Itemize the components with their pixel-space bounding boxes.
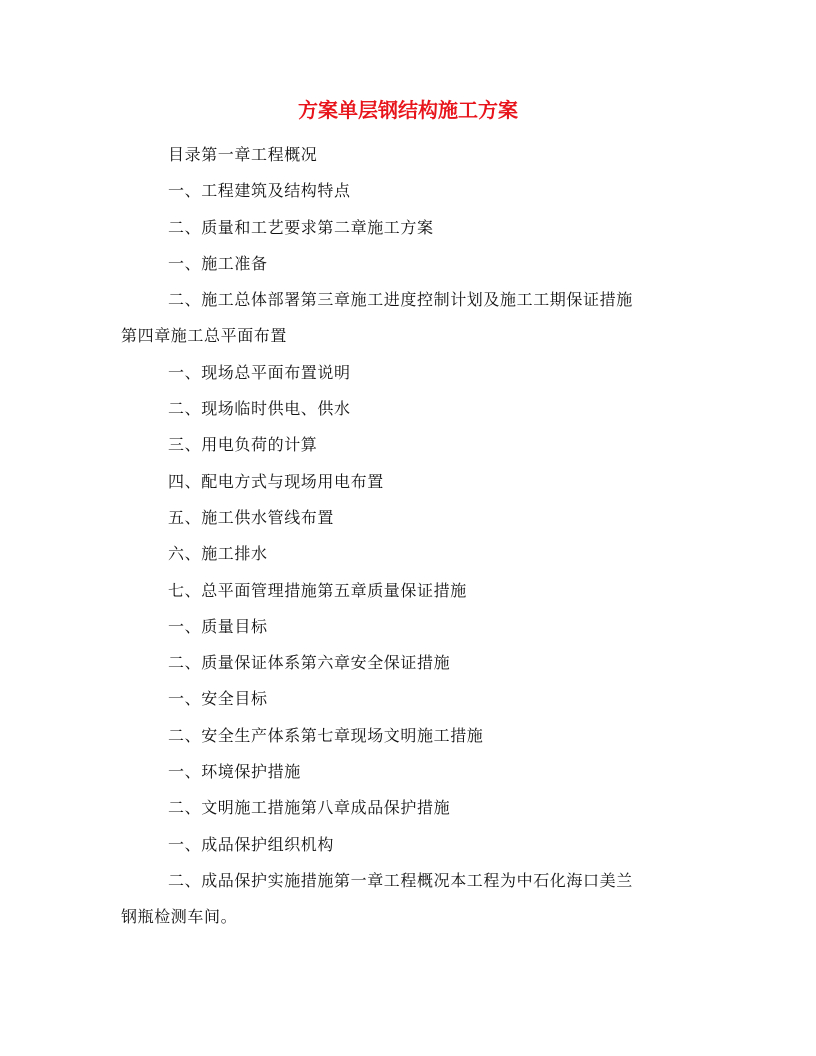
toc-line: 一、环境保护措施 (168, 762, 301, 782)
toc-line: 二、施工总体部署第三章施工进度控制计划及施工工期保证措施 (168, 290, 633, 310)
toc-line: 二、安全生产体系第七章现场文明施工措施 (168, 725, 484, 745)
toc-line: 二、质量和工艺要求第二章施工方案 (168, 217, 434, 237)
toc-line: 目录第一章工程概况 (168, 145, 318, 164)
toc-line: 二、文明施工措施第八章成品保护措施 (168, 798, 451, 818)
toc-line: 一、安全目标 (168, 689, 268, 709)
toc-line-continuation: 第四章施工总平面布置 (121, 326, 288, 346)
toc-line: 一、质量目标 (168, 616, 268, 636)
toc-line: 一、工程建筑及结构特点 (168, 181, 351, 201)
document-title: 方案单层钢结构施工方案 (298, 98, 518, 122)
toc-line: 三、用电负荷的计算 (168, 435, 318, 455)
toc-line: 一、成品保护组织机构 (168, 834, 335, 854)
toc-line: 五、施工供水管线布置 (168, 507, 335, 527)
toc-line: 一、施工准备 (168, 253, 268, 273)
toc-line: 六、施工排水 (168, 544, 268, 564)
toc-line: 一、现场总平面布置说明 (168, 362, 351, 382)
toc-line-continuation: 钢瓶检测车间。 (121, 907, 238, 927)
toc-line: 七、总平面管理措施第五章质量保证措施 (168, 580, 467, 600)
toc-line: 四、配电方式与现场用电布置 (168, 471, 384, 491)
toc-line: 二、现场临时供电、供水 (168, 399, 351, 419)
table-of-contents (121, 137, 701, 936)
toc-line: 二、质量保证体系第六章安全保证措施 (168, 653, 451, 673)
toc-line: 二、成品保护实施措施第一章工程概况本工程为中石化海口美兰 (168, 870, 633, 890)
